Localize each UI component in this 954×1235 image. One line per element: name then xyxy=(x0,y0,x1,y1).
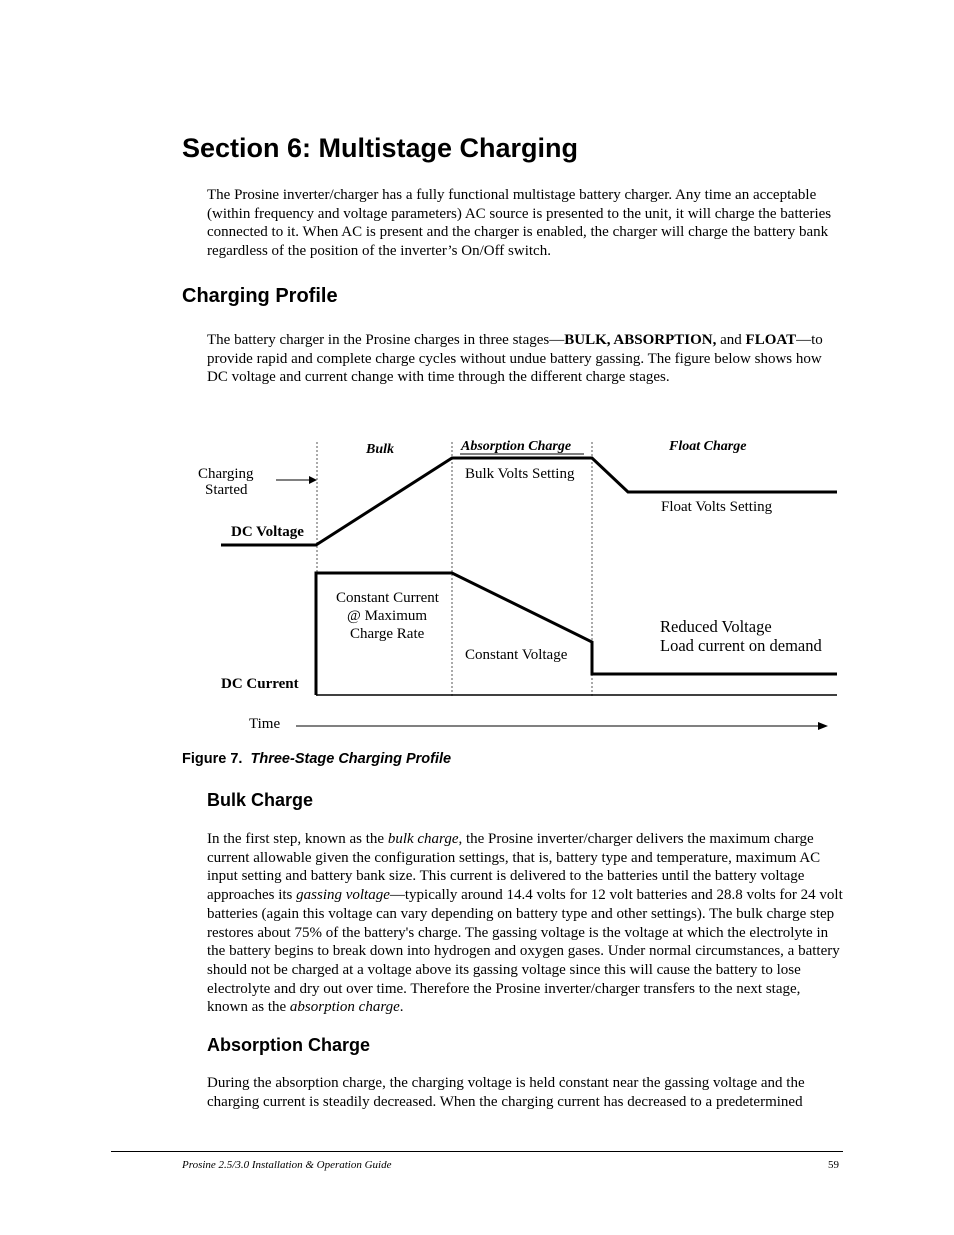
bc-em-bulk-charge: bulk charge xyxy=(387,831,459,847)
cp-text-1: The battery charger in the Prosine charges in three stages— xyxy=(207,332,565,348)
footer-divider xyxy=(111,1151,843,1152)
charging-started-line1: Charging xyxy=(198,466,254,482)
cp-and: and xyxy=(716,332,746,348)
constant-current-line2: @ Maximum xyxy=(347,608,428,624)
constant-voltage-label: Constant Voltage xyxy=(465,647,568,663)
figure-caption xyxy=(182,751,451,767)
dc-voltage-label: DC Voltage xyxy=(231,524,304,540)
time-label: Time xyxy=(249,716,281,732)
charging-started-arrowhead-icon xyxy=(309,476,317,484)
reduced-voltage-line2: Load current on demand xyxy=(660,636,822,655)
figure-label: Figure 7. xyxy=(182,751,243,767)
stage-float-label: Float Charge xyxy=(669,439,747,454)
dc-current-label: DC Current xyxy=(221,676,299,692)
footer-page-number: 59 xyxy=(828,1159,839,1171)
bc-text-3: —typically around 14.4 volts for 12 volt batteries and 28.8 volts for 24 volt batteries (again this voltage can vary depending on battery type and other settings). The bulk charge step restores about 75% of the battery's charge. The gassing voltage is the voltage at which the electrolyte in the battery begins to break down into hydrogen and oxygen gases. Under normal circumstances, a battery should not be charged at a voltage above its gassing voltage since this will cause the battery to lose electrolyte and dry out over time. Therefore the Prosine inverter/charger transfers to the next stage, known as the xyxy=(207,887,843,1016)
constant-current-line3: Charge Rate xyxy=(350,626,425,642)
charging-profile-heading: Charging Profile xyxy=(182,285,338,307)
bulk-charge-heading: Bulk Charge xyxy=(207,790,314,810)
bulk-charge-paragraph xyxy=(207,830,843,1017)
figure-title: Three-Stage Charging Profile xyxy=(250,751,452,767)
cp-float: FLOAT xyxy=(745,332,797,348)
intro-paragraph: The Prosine inverter/charger has a fully functional multistage battery charger. Any time an acceptable (within frequency and voltage parameters) AC source is presented to the unit, it will charge the batteries connected to it. When AC is present and the charger is enabled, the charger will charge the battery bank regardless of the position of the inverter’s On/Off switch. xyxy=(207,187,832,260)
absorption-charge-heading: Absorption Charge xyxy=(207,1035,371,1055)
constant-current-line1: Constant Current xyxy=(336,590,439,606)
absorption-charge-paragraph: During the absorption charge, the charging voltage is held constant near the gassing voltage and the charging current is steadily decreased. When the charging current has decreased to a predetermined xyxy=(207,1075,805,1110)
bulk-volts-setting-label: Bulk Volts Setting xyxy=(465,466,575,482)
bc-text-2: , the Prosine inverter/charger delivers the maximum charge current allowable given the configuration settings, that is, battery type and temperature, maximum AC input setting and battery bank size. This current is delivered to the batteries until the battery voltage approaches its xyxy=(207,831,821,904)
bc-text-4: . xyxy=(399,999,404,1016)
bc-text-1: In the first step, known as the xyxy=(207,831,388,847)
section-title: Section 6: Multistage Charging xyxy=(182,133,579,163)
time-arrowhead-icon xyxy=(818,722,828,730)
float-volts-setting-label: Float Volts Setting xyxy=(661,499,773,515)
footer-guide-title: Prosine 2.5/3.0 Installation & Operation Guide xyxy=(182,1159,392,1171)
reduced-voltage-line1: Reduced Voltage xyxy=(660,617,772,636)
charging-started-line2: Started xyxy=(205,482,248,498)
cp-bulk-absorption: BULK, ABSORPTION, xyxy=(564,332,717,348)
bc-em-gassing-voltage: gassing voltage xyxy=(296,887,390,904)
bc-em-absorption-charge: absorption charge xyxy=(289,999,400,1016)
stage-absorption-label: Absorption Charge xyxy=(461,439,572,454)
stage-bulk-label: Bulk xyxy=(366,442,395,457)
cp-text-2: —to provide rapid and complete charge cycles without undue battery gassing. The figure below shows how DC voltage and current change with time through the different charge stages. xyxy=(207,332,823,386)
